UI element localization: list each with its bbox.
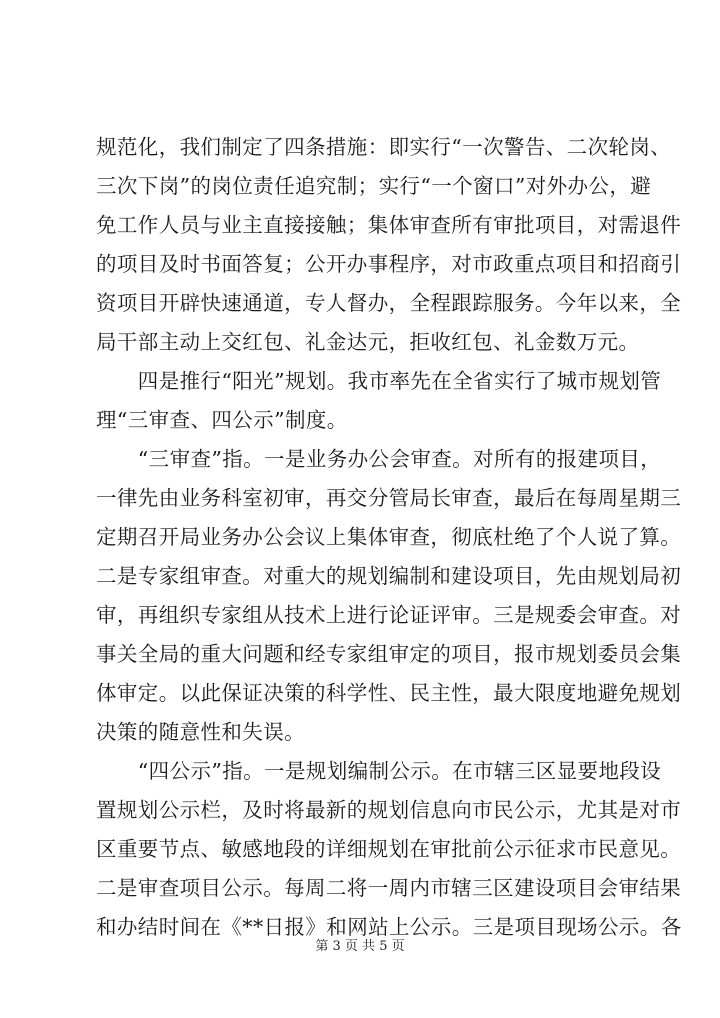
text-line: 三次下岗”的岗位责任追究制；实行“一个窗口”对外办公，避 bbox=[96, 174, 652, 198]
text-line: 规范化，我们制定了四条措施：即实行“一次警告、二次轮岗、 bbox=[96, 135, 672, 159]
text-line: 置规划公示栏，及时将最新的规划信息向市民公示，尤其是对市 bbox=[96, 798, 682, 822]
text-line: 四是推行“阳光”规划。我市率先在全省实行了城市规划管 bbox=[96, 369, 662, 393]
text-line: 决策的随意性和失误。 bbox=[96, 720, 305, 744]
text-line: 定期召开局业务办公会议上集体审查，彻底杜绝了个人说了算。 bbox=[96, 525, 682, 549]
text-line: “四公示”指。一是规划编制公示。在市辖三区显要地段设 bbox=[96, 759, 662, 783]
text-line: 免工作人员与业主直接接触；集体审查所有审批项目，对需退件 bbox=[96, 213, 682, 237]
page-number: 第 3 页 共 5 页 bbox=[315, 939, 405, 954]
text-line: 审，再组织专家组从技术上进行论证评审。三是规委会审查。对 bbox=[96, 603, 682, 627]
text-line: 区重要节点、敏感地段的详细规划在审批前公示征求市民意见。 bbox=[96, 837, 682, 861]
text-line: 体审定。以此保证决策的科学性、民主性，最大限度地避免规划 bbox=[96, 681, 682, 705]
text-line: 局干部主动上交红包、礼金达元，拒收红包、礼金数万元。 bbox=[96, 330, 640, 354]
text-line: 的项目及时书面答复；公开办事程序，对市政重点项目和招商引 bbox=[96, 252, 682, 276]
text-line: “三审查”指。一是业务办公会审查。对所有的报建项目， bbox=[96, 447, 662, 471]
text-line: 理“三审查、四公示”制度。 bbox=[96, 408, 348, 432]
text-line: 二是专家组审查。对重大的规划编制和建设项目，先由规划局初 bbox=[96, 564, 682, 588]
text-line: 资项目开辟快速通道，专人督办，全程跟踪服务。今年以来，全 bbox=[96, 291, 682, 315]
text-line: 一律先由业务科室初审，再交分管局长审查，最后在每周星期三 bbox=[96, 486, 682, 510]
text-line: 和办结时间在《**日报》和网站上公示。三是项目现场公示。各 bbox=[96, 915, 682, 939]
text-line: 事关全局的重大问题和经专家组审定的项目，报市规划委员会集 bbox=[96, 642, 682, 666]
text-line: 二是审查项目公示。每周二将一周内市辖三区建设项目会审结果 bbox=[96, 876, 682, 900]
